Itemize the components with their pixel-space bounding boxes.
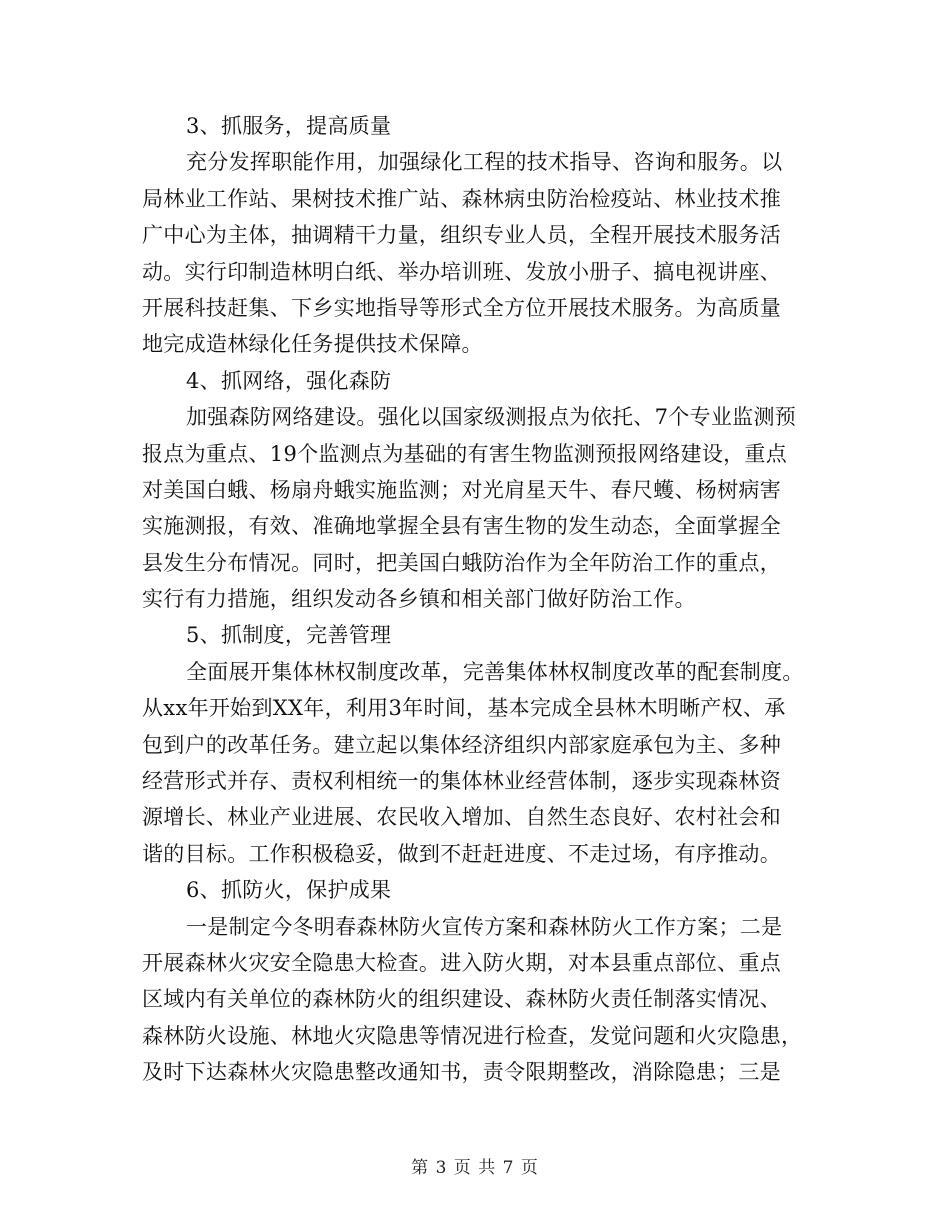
paragraph-line: 区域内有关单位的森林防火的组织建设、森林防火责任制落实情况、	[142, 987, 781, 1012]
paragraph-line: 报点为重点、19个监测点为基础的有害生物监测预报网络建设，重点	[142, 441, 788, 466]
paragraph-line: 开展科技赶集、下乡实地指导等形式全方位开展技术服务。为高质量	[142, 295, 781, 320]
paragraph-line: 包到户的改革任务。建立起以集体经济组织内部家庭承包为主、多种	[142, 732, 781, 757]
section-heading: 5、抓制度，完善管理	[186, 623, 392, 648]
paragraph-line: 开展森林火灾安全隐患大检查。进入防火期，对本县重点部位、重点	[142, 950, 781, 975]
section-heading: 3、抓服务，提高质量	[186, 114, 392, 138]
section-heading: 4、抓网络，强化森防	[186, 368, 392, 393]
paragraph-line: 充分发挥职能作用，加强绿化工程的技术指导、咨询和服务。以	[186, 150, 783, 175]
paragraph-line: 从xx年开始到XX年，利用3年时间，基本完成全县林木明晰产权、承	[142, 696, 786, 721]
paragraph-line: 加强森防网络建设。强化以国家级测报点为依托、7个专业监测预	[186, 405, 797, 430]
paragraph-line: 源增长、林业产业进展、农民收入增加、自然生态良好、农村社会和	[142, 805, 781, 830]
paragraph-line: 谐的目标。工作积极稳妥，做到不赶赶进度、不走过场，有序推动。	[142, 841, 781, 866]
document-body	[142, 108, 812, 1091]
page-number-footer: 第 3 页 共 7 页	[411, 1158, 539, 1178]
paragraph-line: 动。实行印制造林明白纸、举办培训班、发放小册子、搞电视讲座、	[142, 259, 781, 284]
paragraph-line: 全面展开集体林权制度改革，完善集体林权制度改革的配套制度。	[186, 659, 804, 684]
paragraph-line: 广中心为主体，抽调精干力量，组织专业人员，全程开展技术服务活	[142, 223, 781, 248]
paragraph-line: 地完成造林绿化任务提供技术保障。	[142, 332, 483, 357]
section-heading: 6、抓防火，保护成果	[186, 878, 392, 903]
paragraph-line: 局林业工作站、果树技术推广站、森林病虫防治检疫站、林业技术推	[142, 186, 781, 211]
paragraph-line: 森林防火设施、林地火灾隐患等情况进行检查，发觉问题和火灾隐患，	[142, 1023, 803, 1048]
paragraph-line: 经营形式并存、责权利相统一的集体林业经营体制，逐步实现森林资	[142, 769, 781, 794]
paragraph-line: 一是制定今冬明春森林防火宣传方案和森林防火工作方案；二是	[186, 914, 783, 939]
paragraph-line: 及时下达森林火灾隐患整改通知书，责令限期整改，消除隐患；三是	[142, 1060, 781, 1085]
paragraph-line: 县发生分布情况。同时，把美国白蛾防治作为全年防治工作的重点，	[142, 550, 781, 575]
paragraph-line: 实行有力措施，组织发动各乡镇和相关部门做好防治工作。	[142, 587, 696, 612]
paragraph-line: 对美国白蛾、杨扇舟蛾实施监测；对光肩星天牛、春尺蠖、杨树病害	[142, 477, 781, 502]
paragraph-line: 实施测报，有效、准确地掌握全县有害生物的发生动态，全面掌握全	[142, 514, 781, 539]
